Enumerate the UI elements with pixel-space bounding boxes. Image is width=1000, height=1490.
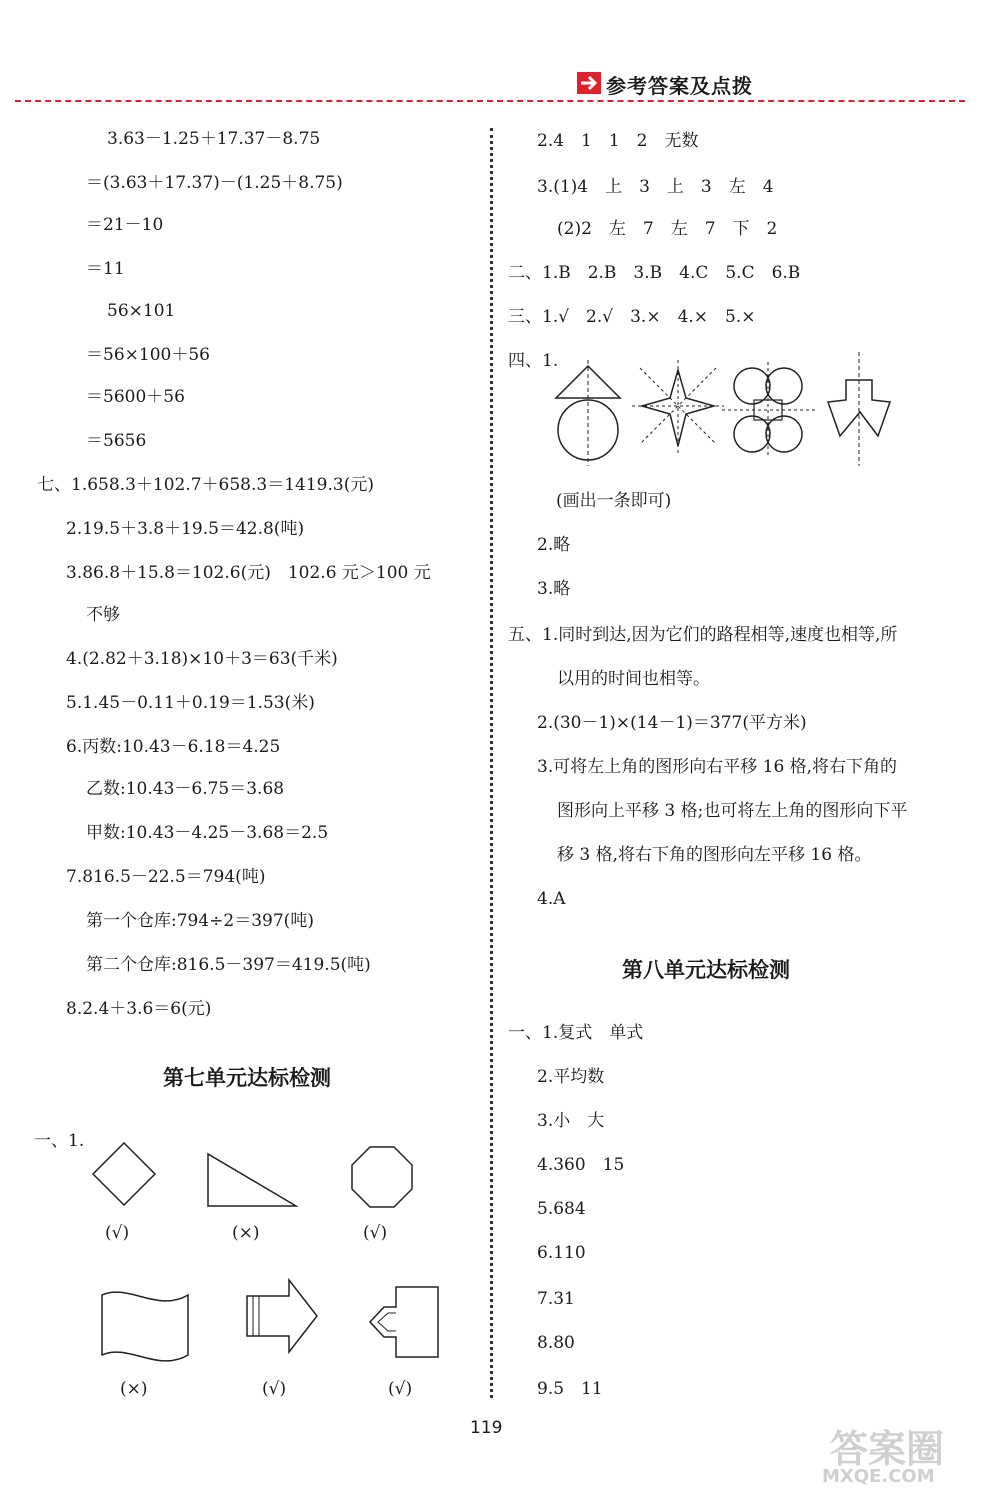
- left-line: 2.19.5＋3.8＋19.5＝42.8(吨): [66, 519, 305, 539]
- right-line: 8.80: [537, 1333, 575, 1353]
- left-line: 第二个仓库:816.5－397＝419.5(吨): [86, 955, 371, 975]
- left-line: 56×101: [107, 301, 176, 321]
- right-line: 移 3 格,将右下角的图形向左平移 16 格。: [557, 845, 872, 865]
- left-line: 第一个仓库:794÷2＝397(吨): [86, 911, 314, 931]
- arrow-right-shape-icon: [243, 1278, 321, 1354]
- right-line: 以用的时间也相等。: [557, 669, 710, 689]
- symmetry-mark: (√): [363, 1223, 388, 1243]
- right-line: 五、1.同时到达,因为它们的路程相等,速度也相等,所: [508, 625, 898, 645]
- right-line: 3.(1)4 上 3 上 3 左 4: [537, 177, 774, 197]
- star-axis-figure: [630, 358, 726, 458]
- symmetry-mark: (×): [120, 1379, 148, 1399]
- right-line: 图形向上平移 3 格;也可将左上角的图形向下平: [557, 801, 908, 821]
- arrow-left-block-shape-icon: [366, 1285, 442, 1361]
- right-line: 5.684: [537, 1199, 586, 1219]
- section7-title: 第七单元达标检测: [163, 1066, 331, 1090]
- left-line: 不够: [86, 605, 120, 625]
- header-title: 参考答案及点拨: [606, 74, 753, 98]
- right-line: 2.略: [537, 535, 571, 555]
- left-line: ＝(3.63＋17.37)－(1.25＋8.75): [86, 173, 343, 193]
- q1-label: 一、1.: [34, 1131, 85, 1151]
- right-line: 3.略: [537, 579, 571, 599]
- right-line: 2.(30－1)×(14－1)＝377(平方米): [537, 713, 807, 733]
- left-line: 乙数:10.43－6.75＝3.68: [86, 779, 285, 799]
- right-line: 2.4 1 1 2 无数: [537, 131, 699, 151]
- left-line: ＝21－10: [86, 215, 164, 235]
- symmetry-mark: (√): [105, 1223, 130, 1243]
- left-line: ＝5656: [86, 431, 147, 451]
- flag-shape-icon: [98, 1285, 192, 1365]
- right-line: 3.小 大: [537, 1111, 605, 1131]
- left-line: ＝5600＋56: [86, 387, 185, 407]
- left-line: 5.1.45－0.11＋0.19＝1.53(米): [66, 693, 315, 713]
- left-line: 4.(2.82＋3.18)×10＋3＝63(千米): [66, 649, 338, 669]
- left-line: 8.2.4＋3.6＝6(元): [66, 999, 212, 1019]
- right-line: (画出一条即可): [556, 491, 672, 511]
- symmetry-mark: (√): [262, 1379, 287, 1399]
- right-line: 4.360 15: [537, 1155, 625, 1175]
- right-line: 3.可将左上角的图形向右平移 16 格,将右下角的: [537, 757, 898, 777]
- column-divider: [490, 128, 493, 1398]
- right-line: 9.5 11: [537, 1379, 603, 1399]
- right-line: 一、1.复式 单式: [508, 1023, 644, 1043]
- left-line: 甲数:10.43－4.25－3.68＝2.5: [86, 823, 329, 843]
- right-triangle-shape-icon: [204, 1150, 300, 1210]
- left-line: 七、1.658.3＋102.7＋658.3＝1419.3(元): [37, 475, 374, 495]
- header-divider: [15, 100, 965, 102]
- diamond-shape-icon: [90, 1140, 158, 1208]
- watermark-logo: 答案圈: [830, 1427, 945, 1471]
- right-line: 三、1.√ 2.√ 3.× 4.× 5.×: [508, 307, 756, 327]
- right-line: 2.平均数: [537, 1067, 605, 1087]
- chevron-shape-axis-figure: [824, 350, 894, 468]
- page-number: 119: [470, 1418, 503, 1438]
- right-line: 四、1.: [508, 351, 559, 371]
- section8-title: 第八单元达标检测: [622, 958, 790, 982]
- four-circles-axis-figure: [722, 362, 816, 458]
- triangle-circle-axis-figure: [552, 358, 624, 468]
- right-line: 二、1.B 2.B 3.B 4.C 5.C 6.B: [508, 263, 801, 283]
- octagon-shape-icon: [350, 1145, 414, 1209]
- right-line: (2)2 左 7 左 7 下 2: [557, 219, 778, 239]
- left-line: 3.63－1.25＋17.37－8.75: [107, 129, 321, 149]
- header-arrow-icon: [577, 72, 601, 94]
- right-line: 7.31: [537, 1289, 575, 1309]
- left-line: ＝11: [86, 259, 125, 279]
- left-line: 3.86.8＋15.8＝102.6(元) 102.6 元＞100 元: [66, 563, 431, 583]
- right-line: 6.110: [537, 1243, 586, 1263]
- left-line: 7.816.5－22.5＝794(吨): [66, 867, 266, 887]
- right-line: 4.A: [537, 889, 566, 909]
- watermark-site: MXQE.COM: [822, 1466, 935, 1487]
- left-line: 6.丙数:10.43－6.18＝4.25: [66, 737, 281, 757]
- left-line: ＝56×100＋56: [86, 345, 210, 365]
- symmetry-mark: (√): [388, 1379, 413, 1399]
- symmetry-mark: (×): [232, 1223, 260, 1243]
